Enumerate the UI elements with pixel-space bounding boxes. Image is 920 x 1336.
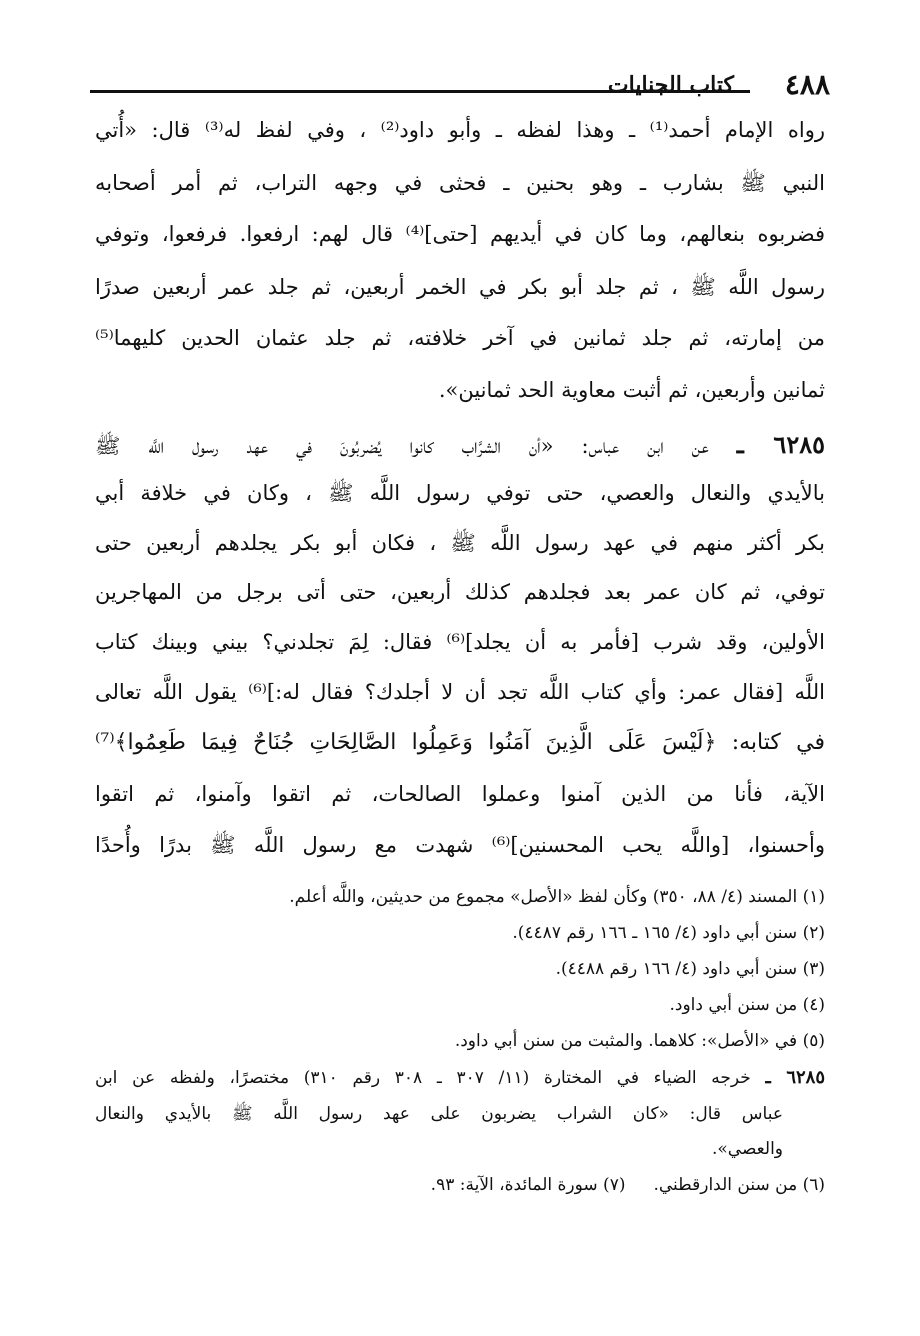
footnote-hadith-line-2: عباس قال: «كان الشراب يضربون على عهد رسول اللَّه ﷺ بالأيدي والنعال bbox=[95, 1104, 783, 1124]
text-line: الآية، فأنا من الذين آمنوا وعملوا الصالحات، ثم اتقوا وآمنوا، ثم اتقوا bbox=[95, 782, 825, 806]
text-line: اللَّه [فقال عمر: وأي كتاب اللَّه تجد أن لا أجلدك؟ فقال له:]⁽⁶⁾ يقول اللَّه تعالى bbox=[95, 680, 825, 704]
footnote-5: (٥) في «الأصل»: كلاهما. والمثبت من سنن أبي داود. bbox=[454, 1031, 825, 1051]
chapter-title: كتاب الجنايات bbox=[607, 72, 734, 98]
text-line: بكر أكثر منهم في عهد رسول اللَّه ﷺ ، فكان أبو بكر يجلدهم أربعين حتى bbox=[95, 531, 825, 555]
text-line: الأولين، وقد شرب [فأمر به أن يجلد]⁽⁶⁾ فقال: لِمَ تجلدني؟ بيني وبينك كتاب bbox=[95, 630, 825, 654]
text-line: من إمارته، ثم جلد ثمانين في آخر خلافته، ثم جلد عثمان الحدين كليهما⁽⁵⁾ bbox=[95, 326, 825, 350]
footnote-7: (٧) سورة المائدة، الآية: ٩٣. bbox=[430, 1175, 626, 1195]
footnote-2: (٢) سنن أبي داود (٤/ ١٦٥ ـ ١٦٦ رقم ٤٤٨٧). bbox=[512, 923, 825, 943]
footnote-hadith-number: ٦٢٨٥ ـ bbox=[765, 1067, 825, 1088]
text-line: رواه الإمام أحمد⁽¹⁾ ـ وهذا لفظه ـ وأبو داود⁽²⁾ ، وفي لفظ له⁽³⁾ قال: «أُتي bbox=[95, 118, 825, 142]
text-line: توفي، ثم كان عمر بعد فجلدهم كذلك أربعين، حتى أتى برجل من المهاجرين bbox=[95, 580, 825, 604]
text-line: ثمانين وأربعين، ثم أثبت معاوية الحد ثمانين». bbox=[438, 378, 825, 402]
footnote-hadith-line-1 bbox=[95, 1067, 825, 1088]
text-line: فضربوه بنعالهم، وما كان في أيديهم [حتى]⁽⁴⁾ قال لهم: ارفعوا. فرفعوا، وتوفي bbox=[95, 222, 826, 246]
page-number: ٤٨٨ bbox=[784, 68, 830, 101]
footnote-1: (١) المسند (٤/ ٨٨، ٣٥٠) وكأن لفظ «الأصل» مجموع من حديثين، واللَّه أعلم. bbox=[289, 887, 825, 907]
footnote-6: (٦) من سنن الدارقطني. bbox=[653, 1175, 825, 1195]
footnote-6-7-row bbox=[431, 1175, 825, 1195]
footnote-hadith-text: خرجه الضياء في المختارة (١١/ ٣٠٧ ـ ٣٠٨ رقم ٣١٠) مختصرًا، ولفظه عن ابن bbox=[95, 1068, 751, 1088]
text-line: بالأيدي والنعال والعصي، حتى توفي رسول اللَّه ﷺ ، وكان في خلافة أبي bbox=[95, 481, 825, 505]
footnote-4: (٤) من سنن أبي داود. bbox=[669, 995, 825, 1015]
page-header bbox=[90, 64, 830, 108]
paragraph-1 bbox=[95, 118, 825, 418]
footnote-hadith-line-3: والعصي». bbox=[711, 1139, 783, 1159]
paragraph-2 bbox=[95, 430, 825, 870]
hadith-first-line bbox=[95, 430, 825, 464]
hadith-first-line-text: عن ابن عباس: «أن الشرَّاب كانوا يُضربُونَ في عهد رسول اللَّه ﷺ bbox=[95, 434, 709, 458]
quran-verse-line: في كتابه: ﴿لَيْسَ عَلَى الَّذِينَ آمَنُوا وَعَمِلُوا الصَّالِحَاتِ جُنَاحٌ فِيمَا طَعِمُوا﴾⁽⁷⁾ bbox=[95, 730, 825, 755]
hadith-number: ٦٢٨٥ ـ bbox=[736, 430, 825, 459]
text-line: وأحسنوا، [واللَّه يحب المحسنين]⁽⁶⁾ شهدت مع رسول اللَّه ﷺ بدرًا وأُحدًا bbox=[95, 833, 825, 857]
text-line: النبي ﷺ بشارب ـ وهو بحنين ـ فحثى في وجهه التراب، ثم أمر أصحابه bbox=[95, 171, 825, 195]
footnote-3: (٣) سنن أبي داود (٤/ ١٦٦ رقم ٤٤٨٨). bbox=[555, 959, 825, 979]
text-line: رسول اللَّه ﷺ ، ثم جلد أبو بكر في الخمر أربعين، ثم جلد عمر أربعين صدرًا bbox=[95, 275, 825, 299]
